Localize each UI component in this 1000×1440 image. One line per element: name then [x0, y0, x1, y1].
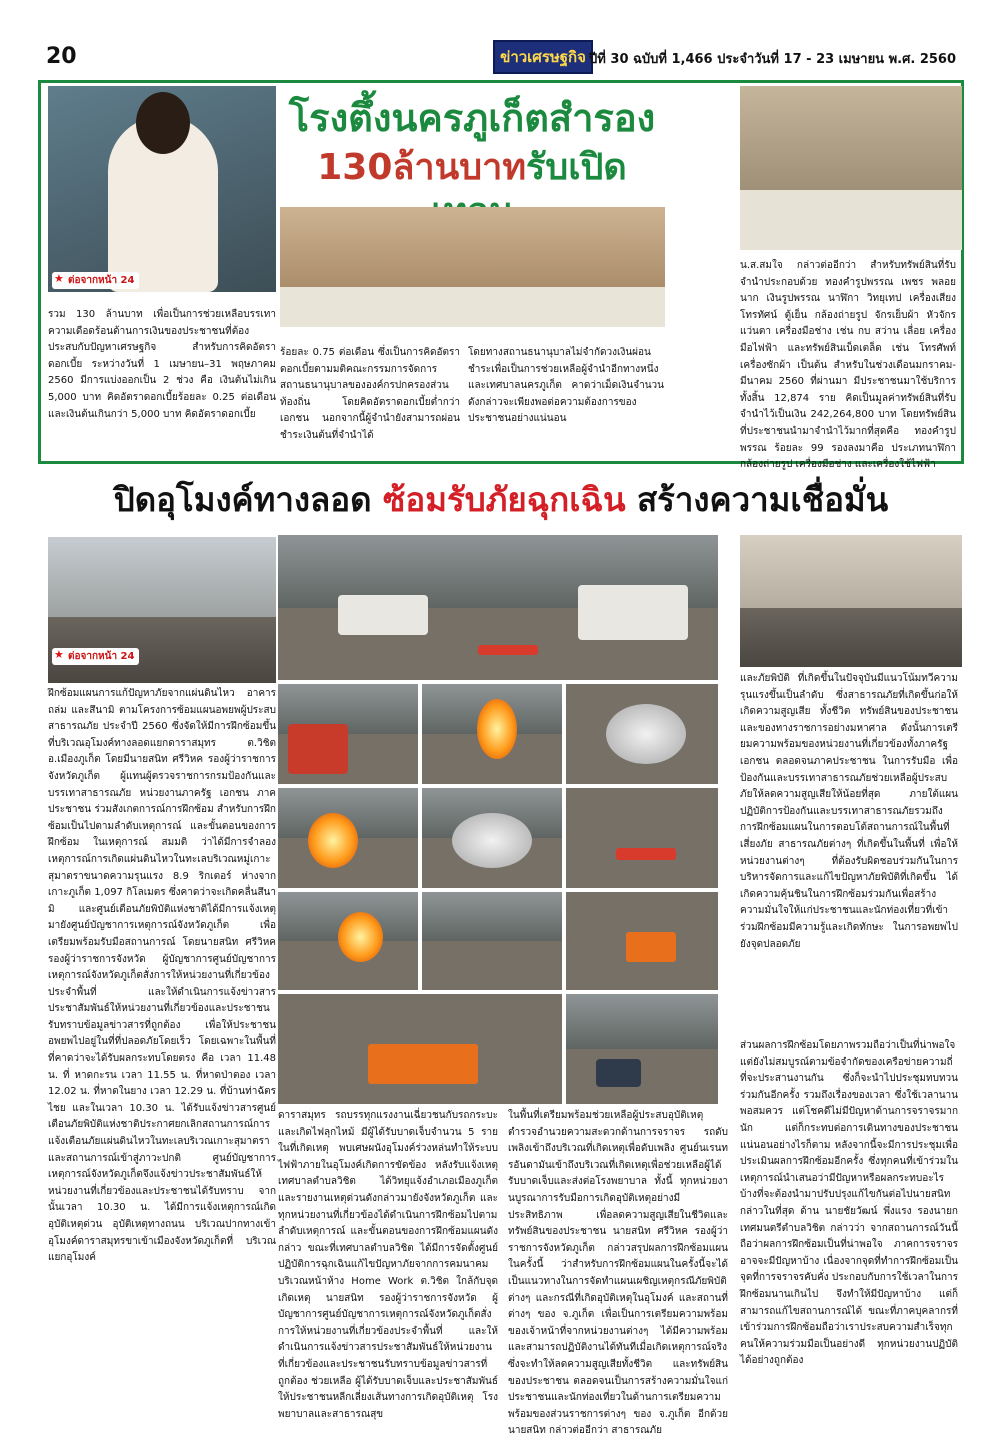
headline-reason: รับเปิด: [526, 147, 627, 188]
rescuer: [626, 932, 676, 962]
rescue-vehicle: [596, 1059, 641, 1087]
meeting-room-photo: [740, 86, 962, 250]
interview-photo: [48, 86, 276, 292]
command-floor: [740, 608, 962, 667]
fire-flame: [477, 699, 517, 759]
smoke-cloud: [452, 813, 532, 868]
story1-headline-line1: โรงตึ้งนครภูเก็ตสำรอง: [288, 96, 656, 140]
meeting-table: [280, 287, 665, 327]
tunnel-wall: [566, 994, 718, 1049]
victim-stretcher: [616, 848, 676, 860]
story2-column-3: ในพื้นที่เตรียมพร้อมช่วยเหลือผู้ประสบอุบัติเหตุ ตำรวจอำนวยความสะดวกด้านการจราจร รถดับเพลิงเข้าถึงบริเวณที่เกิดเหตุเพื่อดับเพลิง ศูนย์นเรนทรอันดามันเข้าถึงบริเวณที่เกิดเหตุเพื่อช่วยเหลือผู้ได้รับบาดเจ็บและส่งต่อโรงพยาบาล ทั้งนี้ ทุกหน่วยงานบูรณาการรับมือการเกิดอุบัติเหตุอย่างมีประสิทธิภาพ เพื่อลดความสูญเสียในชีวิตและทรัพย์สินของประชาชน นายสนิท ศรีวิหค รองผู้ว่าราชการจังหวัดภูเก็ต กล่าวสรุปผลการฝึกซ้อมแผนในครั้งนี้ ว่าสำหรับการฝึกซ้อมแผนในครั้งนี้จะได้เป็นแนวทางในการจัดทำแผนเผชิญเหตุกรณีภัยพิบัติต่างๆ และกรณีที่เกิดอุบัติเหตุในอุโมงค์ และสถานที่ต่างๆ ของ จ.ภูเก็ต เพื่อเป็นการเตรียมความพร้อมของเจ้าหน้าที่จากหน่วยงานต่างๆ ได้มีความพร้อม และสามารถปฏิบัติงานได้ทันทีเมื่อเกิดเหตุการณ์จริง ซึ่งจะทำให้ลดความสูญเสียทั้งชีวิต และทรัพย์สินของประชาชน ตลอดจนเป็นการสร้างความมั่นใจแก่ประชาชนและนักท่องเที่ยวในด้านการเตรียมความพร้อมของส่วนราชการต่างๆ ของ จ.ภูเก็ต อีกด้วย นายสนิท กล่าวต่ออีกว่า สาธารณภัย: [508, 1110, 728, 1437]
headline-amount: 130ล้านบาท: [317, 147, 527, 188]
newspaper-masthead-logo: ข่าวเศรษฐกิจ: [493, 40, 593, 74]
fire-flame: [338, 912, 383, 962]
story2-headline: [38, 472, 964, 528]
water-spray: [606, 704, 686, 764]
fire-flame: [308, 813, 358, 868]
issue-line: ปีที่ 30 ฉบับที่ 1,466 ประจำวันที่ 17 - 23 เมษายน พ.ศ. 2560: [589, 52, 956, 67]
hose-spray-photo: [422, 684, 562, 784]
tunnel-wall: [422, 892, 562, 941]
fire-truck-photo: [278, 684, 418, 784]
headline-part2: ซ้อมรับภัยฉุกเฉิน: [383, 480, 626, 519]
victim-carry-photo: [566, 892, 718, 990]
medic-team: [368, 1044, 478, 1084]
command-center-photo: [740, 535, 962, 667]
story2-column-2: ดาราสมุทร รถบรรทุกแรงงานเฉี่ยวชนกับรถกระบะและเกิดไฟลุกไหม้ มีผู้ได้รับบาดเจ็บจำนวน 5 ราย ในที่เกิดเหตุ พบเศษผนังอุโมงค์ร่วงหล่นทำให้ระบบไฟฟ้าภายในอุโมงค์เกิดการขัดข้อง หลังรับแจ้งเหตุ เทศบาลตำบลวิชิต ได้วิทยุแจ้งอำเภอเมืองภูเก็ต และรายงานเหตุด่วนดังกล่าวมายังจังหวัดภูเก็ต และทุกหน่วยงานที่เกี่ยวข้องได้ดำเนินการฝึกซ้อมไปตามลำดับเหตุการณ์ และขั้นตอนของการฝึกซ้อมแผนดังกล่าว ขณะที่เทศบาลตำบลวิชิต ได้มีการจัดตั้งศูนย์ปฏิบัติการฉุกเฉินแก้ไขปัญหาภัยจากการคมนาคม บริเวณหน้าห้าง Home Work ต.วิชิต ใกล้กับจุดเกิดเหตุ นายสนิท รองผู้ว่าราชการจังหวัด ผู้บัญชาการศูนย์บัญชาการเหตุการณ์จังหวัดภูเก็ตสั่งการให้หน่วยงานที่เกี่ยวข้องประจำพื้นที่ และให้ดำเนินการแจ้งข่าวสารประชาสัมพันธ์ให้หน่วยงานที่เกี่ยวข้องและประชาชนรับทราบข้อมูลข่าวสารที่ถูกต้อง ช่วยเหลือ ผู้ได้รับบาดเจ็บและประชาสัมพันธ์ให้ประชาชนหลีกเลี่ยงเส้นทางการเกิดอุบัติเหตุ โรงพยาบาลและสาธารณสุข: [278, 1110, 498, 1420]
story1-column-2: ร้อยละ 0.75 ต่อเดือน ซึ่งเป็นการคิดอัตราดอกเบี้ยตามมติคณะกรรมการจัดการสถานธนานุบาลขององค์กรปกครองส่วนท้องถิ่น โดยคิดอัตราดอกเบี้ยต่ำกว่าเอกชน นอกจากนี้ผู้จำนำยังสามารถผ่อนชำระเงินต้นที่จำนำได้: [280, 347, 460, 441]
story1-column-1: รวม 130 ล้านบาท เพื่อเป็นการช่วยเหลือบรรเทาความเดือดร้อนด้านการเงินของประชาชนที่ต้องประสบกับปัญหาเศรษฐกิจ สำหรับการคิดอัตราดอกเบี้ย ระหว่างวันที่ 1 เมษายน–31 พฤษภาคม 2560 มีการแบ่งออกเป็น 2 ช่วง คือ เงินต้นไม่เกิน 5,000 บาท คิดอัตราดอกเบี้ยร้อยละ 0.25 ต่อเดือน และเงินต้นเกินกว่า 5,000 บาท คิดอัตราดอกเบี้ย: [48, 309, 276, 420]
headline-part1: ปิดอุโมงค์ทางลอด: [113, 480, 372, 519]
page-number: 20: [46, 44, 77, 69]
story1-column-3: โดยทางสถานธนานุบาลไม่จำกัดวงเงินผ่อนชำระเพื่อเป็นการช่วยเหลือผู้จำนำอีกทางหนึ่ง และเทศบาลนครภูเก็ต คาดว่าเม็ดเงินจำนวนดังกล่าวจะเพียงพอต่อความต้องการของประชาชนอย่างแน่นอน: [468, 347, 664, 425]
story2-column-4-upper: และภัยพิบัติ ที่เกิดขึ้นในปัจจุบันมีแนวโน้มทวีความรุนแรงขึ้นเป็นลำดับ ซึ่งสาธารณภัยที่เกิดขึ้นก่อให้เกิดความสูญเสีย ทั้งชีวิต ทรัพย์สินของประชาชน และของทางราชการอย่างมหาศาล ดังนั้นการเตรียมความพร้อมของหน่วยงานที่เกี่ยวข้องทั้งภาครัฐ เอกชน ตลอดจนภาคประชาชน ในการรับมือ เพื่อป้องกันและบรรเทาสาธารณภัยช่วยเหลือผู้ประสบภัยให้ลดความสูญเสียให้น้อยที่สุด ภายใต้แผนปฏิบัติการป้องกันและบรรเทาสาธารณภัยรวมถึงการฝึกซ้อมแผนในการตอบโต้สถานการณ์ในพื้นที่เสี่ยงภัย สาธารณภัยต่างๆ ที่เกิดขึ้นในพื้นที่ เพื่อให้หน่วยงานต่างๆ ที่ต้องรับผิดชอบร่วมกันในการบริหารจัดการและแก้ไขปัญหาภัยพิบัติที่เกิดขึ้น ได้เกิดความคุ้นชินในการฝึกซ้อมร่วมกันเพื่อสร้างความมั่นใจให้แก่ประชาชนและนักท่องเที่ยวที่เข้าร่วมฝึกซ้อมมีความรู้และเกิดทักษะ ในการอพยพไปยังจุดปลอดภัย: [740, 673, 958, 950]
medics-photo: [278, 994, 562, 1104]
vehicles-tunnel-photo: [566, 994, 718, 1104]
fire-truck: [288, 724, 348, 774]
story2-column-1: ฝึกซ้อมแผนการแก้ปัญหาภัยจากแผ่นดินไหว อาคารถล่ม และสึนามิ ตามโครงการซ้อมแผนอพยพผู้ประสบสาธารณภัย ประจำปี 2560 ซึ่งจัดให้มีการฝึกซ้อมขึ้นที่บริเวณอุโมงค์ทางลอดแยกดาราสมุทร ต.วิชิต อ.เมืองภูเก็ต โดยมีนายสนิท ศรีวิหค รองผู้ว่าราชการจังหวัดภูเก็ต ผู้แทนผู้ตรวจราชการกรมป้องกันและบรรเทาสาธารณภัย หน่วยงานภาครัฐ เอกชน ภาคประชาชน ร่วมสังเกตการณ์การฝึกซ้อม สำหรับการฝึกซ้อมเป็นไปตามลำดับเหตุการณ์ และขั้นตอนของการฝึกซ้อม ในเหตุการณ์ สมมติ ว่าได้มีการจำลองเหตุการณ์การเกิดแผ่นดินไหวในทะเลบริเวณหมู่เกาะสุมาตราขนาดความรุนแรง 8.9 ริกเตอร์ ห่างจากเกาะภูเก็ต 1,097 กิโลเมตร ซึ่งคาดว่าจะเกิดคลื่นสึนามิ และศูนย์เตือนภัยพิบัติแห่งชาติได้มีการแจ้งเหตุมายังศูนย์บัญชาการเหตุการณ์จังหวัดภูเก็ต เพื่อเตรียมพร้อมรับมือสถานการณ์ โดยนายสนิท ศรีวิหค รองผู้ว่าราชการจังหวัด ผู้บัญชาการศูนย์บัญชาการเหตุการณ์จังหวัดภูเก็ตสั่งการให้หน่วยงานที่เกี่ยวข้องประจำพื้นที่ และให้ดำเนินการแจ้งข่าวสารประชาสัมพันธ์ให้หน่วยงานที่เกี่ยวข้องและประชาชนรับทราบข้อมูลข่าวสารที่ถูกต้อง เพื่อให้ประชาชนอพยพไปอยู่ในที่ที่ปลอดภัยโดยเร็ว โดยเฉพาะในพื้นที่ที่คาดว่าจะได้รับผลกระทบโดยตรง คือ เวลา 11.48 น. ที่ หาดกะรน เวลา 11.55 น. ที่หาดป่าตอง เวลา 12.02 น. ที่หาดในยาง เวลา 12.29 น. ที่บ้านท่าฉัตรไชย และในเวลา 10.30 น. ได้รับแจ้งข่าวสารศูนย์เตือนภัยพิบัติแห่งชาติประกาศยกเลิกสถานการณ์การแจ้งเตือนภัยแผ่นดินไหวในทะเลบริเวณเกาะสุมาตรา และสถานการณ์เข้าสู่ภาวะปกติ ศูนย์บัญชาการเหตุการณ์จังหวัดภูเก็ตจึงแจ้งข่าวประชาสัมพันธ์ให้หน่วยงานที่เกี่ยวข้องและประชาชนได้รับทราบ จากนั้นเวลา 10.30 น. ได้มีการแจ้งเหตุการณ์เกิด อุบัติเหตุด่วน อุบัติเหตุทางถนน บริเวณปากทางเข้าอุโมงค์ดาราสมุทรขาเข้าเมืองจังหวัดภูเก็ตที่ บริเวณแยกอุโมงค์: [48, 688, 276, 1264]
continued-from-page-label: ★ ต่อจากหน้า 24: [52, 272, 139, 289]
rescue-photo: [566, 788, 718, 888]
crash-scene-photo: [278, 535, 718, 680]
page-header: [38, 36, 964, 80]
water-mist-photo: [566, 684, 718, 784]
burning-car-photo: [278, 788, 418, 888]
smoke-fighting-photo: [422, 788, 562, 888]
story2-column-4-lower: ส่วนผลการฝึกซ้อมโดยภาพรวมถือว่าเป็นที่น่าพอใจ แต่ยังไม่สมบูรณ์ตามข้อจำกัดของเครือข่ายความถี่ที่จะประสานงานกัน ซึ่งก็จะนำไปประชุมทบทวนร่วมกันอีกครั้ง รวมถึงเรื่องของเวลา ซึ่งใช้เวลานานพอสมควร แต่โชคดีไม่มีปัญหาด้านการจราจรมากนัก แต่ก็กระทบต่อการเดินทางของประชาชนแน่นอนอย่างไรก็ตาม หลังจากนี้จะมีการประชุมเพื่อประเมินผลการฝึกซ้อมอีกครั้ง ซึ่งทุกคนที่เข้าร่วมในเหตุการณ์นำเสนอว่ามีปัญหาหรือผลกระทบอะไรบ้างที่จะต้องนำมาปรับปรุงแก้ไขกันต่อไปนายสนิทกล่าวในที่สุด ด้าน นายชัยวัฒน์ พึ่งแรง รองนายกเทศมนตรีตำบลวิชิต กล่าวว่า จากสถานการณ์วันนี้ถือว่าผลการฝึกซ้อมเป็นที่น่าพอใจ ภาคการจราจรอาจจะมีปัญหาบ้าง เนื่องจากจุดที่ทำการฝึกซ้อมเป็นจุดที่การจราจรคับคั่ง ประกอบกับการใช้เวลาในการฝึกซ้อมนานเกินไป จึงทำให้มีปัญหาบ้าง แต่ก็สามารถแก้ไขสถานการณ์ได้ ขณะที่ภาคบุคลากรที่เข้าร่วมการฝึกซ้อมถือว่าเราประสบความสำเร็จทุกคนให้ความร่วมมือเป็นอย่างดี ทุกหน่วยงานปฏิบัติได้อย่างถูกต้อง: [740, 1040, 958, 1367]
headline-part3: สร้างความเชื่อมั่น: [637, 480, 889, 519]
victim-stretcher: [478, 645, 538, 655]
firefighters-photo: [422, 892, 562, 990]
overpass-fire-photo: [278, 892, 418, 990]
continued-from-page-label-2: ★ ต่อจากหน้า 24: [52, 648, 139, 665]
story1-column-4: น.ส.สมใจ กล่าวต่ออีกว่า สำหรับทรัพย์สินที่รับจำนำประกอบด้วย ทองคำรูปพรรณ เพชร พลอย นาก เงินรูปพรรณ นาฬิกา วิทยุเทป เครื่องเสียง โทรทัศน์ ตู้เย็น กล้องถ่ายรูป จักรเย็บผ้า หัวจักร แว่นตา เครื่องมือช่าง เช่น กบ สว่าน เลื่อย เครื่องมือไฟฟ้า และทรัพย์สินเบ็ดเตล็ด เช่น โทรศัพท์ เครื่องซักผ้า เป็นต้น สำหรับในช่วงเดือนมกราคม-มีนาคม 2560 ที่ผ่านมา มีประชาชนมาใช้บริการทั้งสิ้น 12,874 ราย คิดเป็นมูลค่าทรัพย์สินที่รับจำนำไว้เป็นเงิน 242,264,800 บาท โดยทรัพย์สินที่ประชาชนนำมาจำนำไว้มากที่สุดคือ ทองคำรูปพรรณ ร้อยละ 99 รองลงมาคือ ประเภทนาฬิกา กล้องถ่ายรูป เครื่องมือช่าง และเครื่องใช้ไฟฟ้า: [740, 260, 956, 471]
meeting-room-table: [740, 190, 962, 250]
ambulance: [578, 585, 688, 640]
meeting-photo: [280, 207, 665, 327]
pickup-truck: [338, 595, 428, 635]
speaker-head: [136, 92, 190, 154]
